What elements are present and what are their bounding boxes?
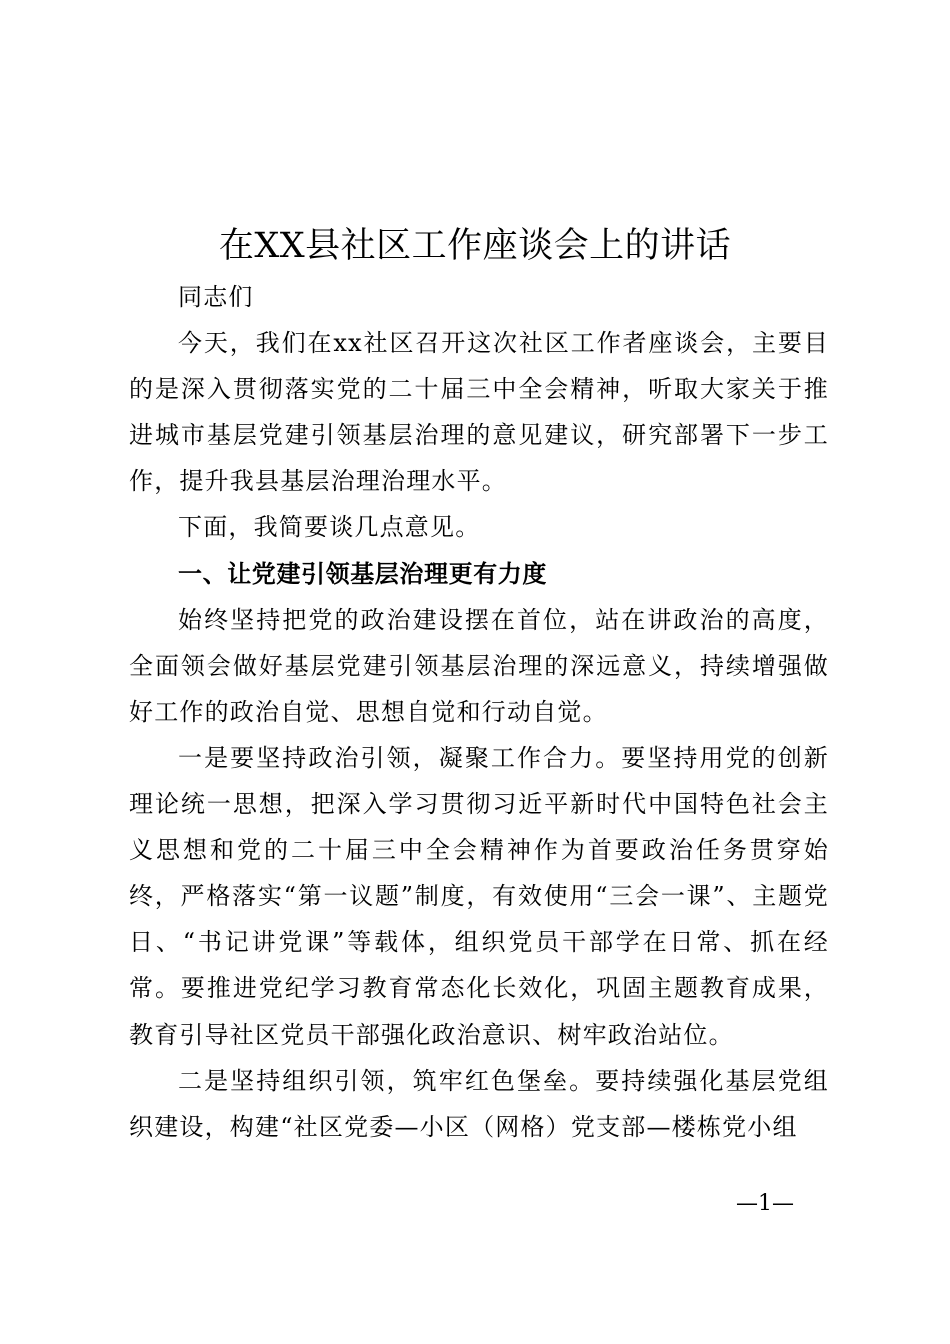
opening-paragraph: 今天，我们在xx社区召开这次社区工作者座谈会，主要目的是深入贯彻落实党的二十届三中全会精神，听取大家关于推进城市基层党建引领基层治理的意见建议，研究部署下一步工作，提升我县基层治理治理水平。 [129,329,829,496]
transition-paragraph: 下面，我简要谈几点意见。 [178,513,481,542]
section-heading: 一、让党建引领基层治理更有力度 [178,559,547,588]
body-paragraph: 二是坚持组织引领，筑牢红色堡垒。要持续强化基层党组织建设，构建“社区党委—小区（网格）党支部—楼栋党小组 [129,1066,829,1141]
document-title: 在XX县社区工作座谈会上的讲话 [218,226,732,266]
body-paragraph: 一是要坚持政治引领，凝聚工作合力。要坚持用党的创新理论统一思想，把深入学习贯彻习近平新时代中国特色社会主义思想和党的二十届三中全会精神作为首要政治任务贯穿始终，严格落实“第一议题”制度，有效使用“三会一课”、主题党日、“书记讲党课”等载体，组织党员干部学在日常、抓在经常。要推进党纪学习教育常态化长效化，巩固主题教育成果，教育引导社区党员干部强化政治意识、树牢政治站位。 [129,743,829,1049]
salutation-paragraph: 同志们 [178,283,254,311]
body-paragraph: 始终坚持把党的政治建设摆在首位，站在讲政治的高度，全面领会做好基层党建引领基层治理的深远意义，持续增强做好工作的政治自觉、思想自觉和行动自觉。 [129,605,829,726]
page-number: —1— [736,1191,794,1216]
document-body [129,274,829,1150]
